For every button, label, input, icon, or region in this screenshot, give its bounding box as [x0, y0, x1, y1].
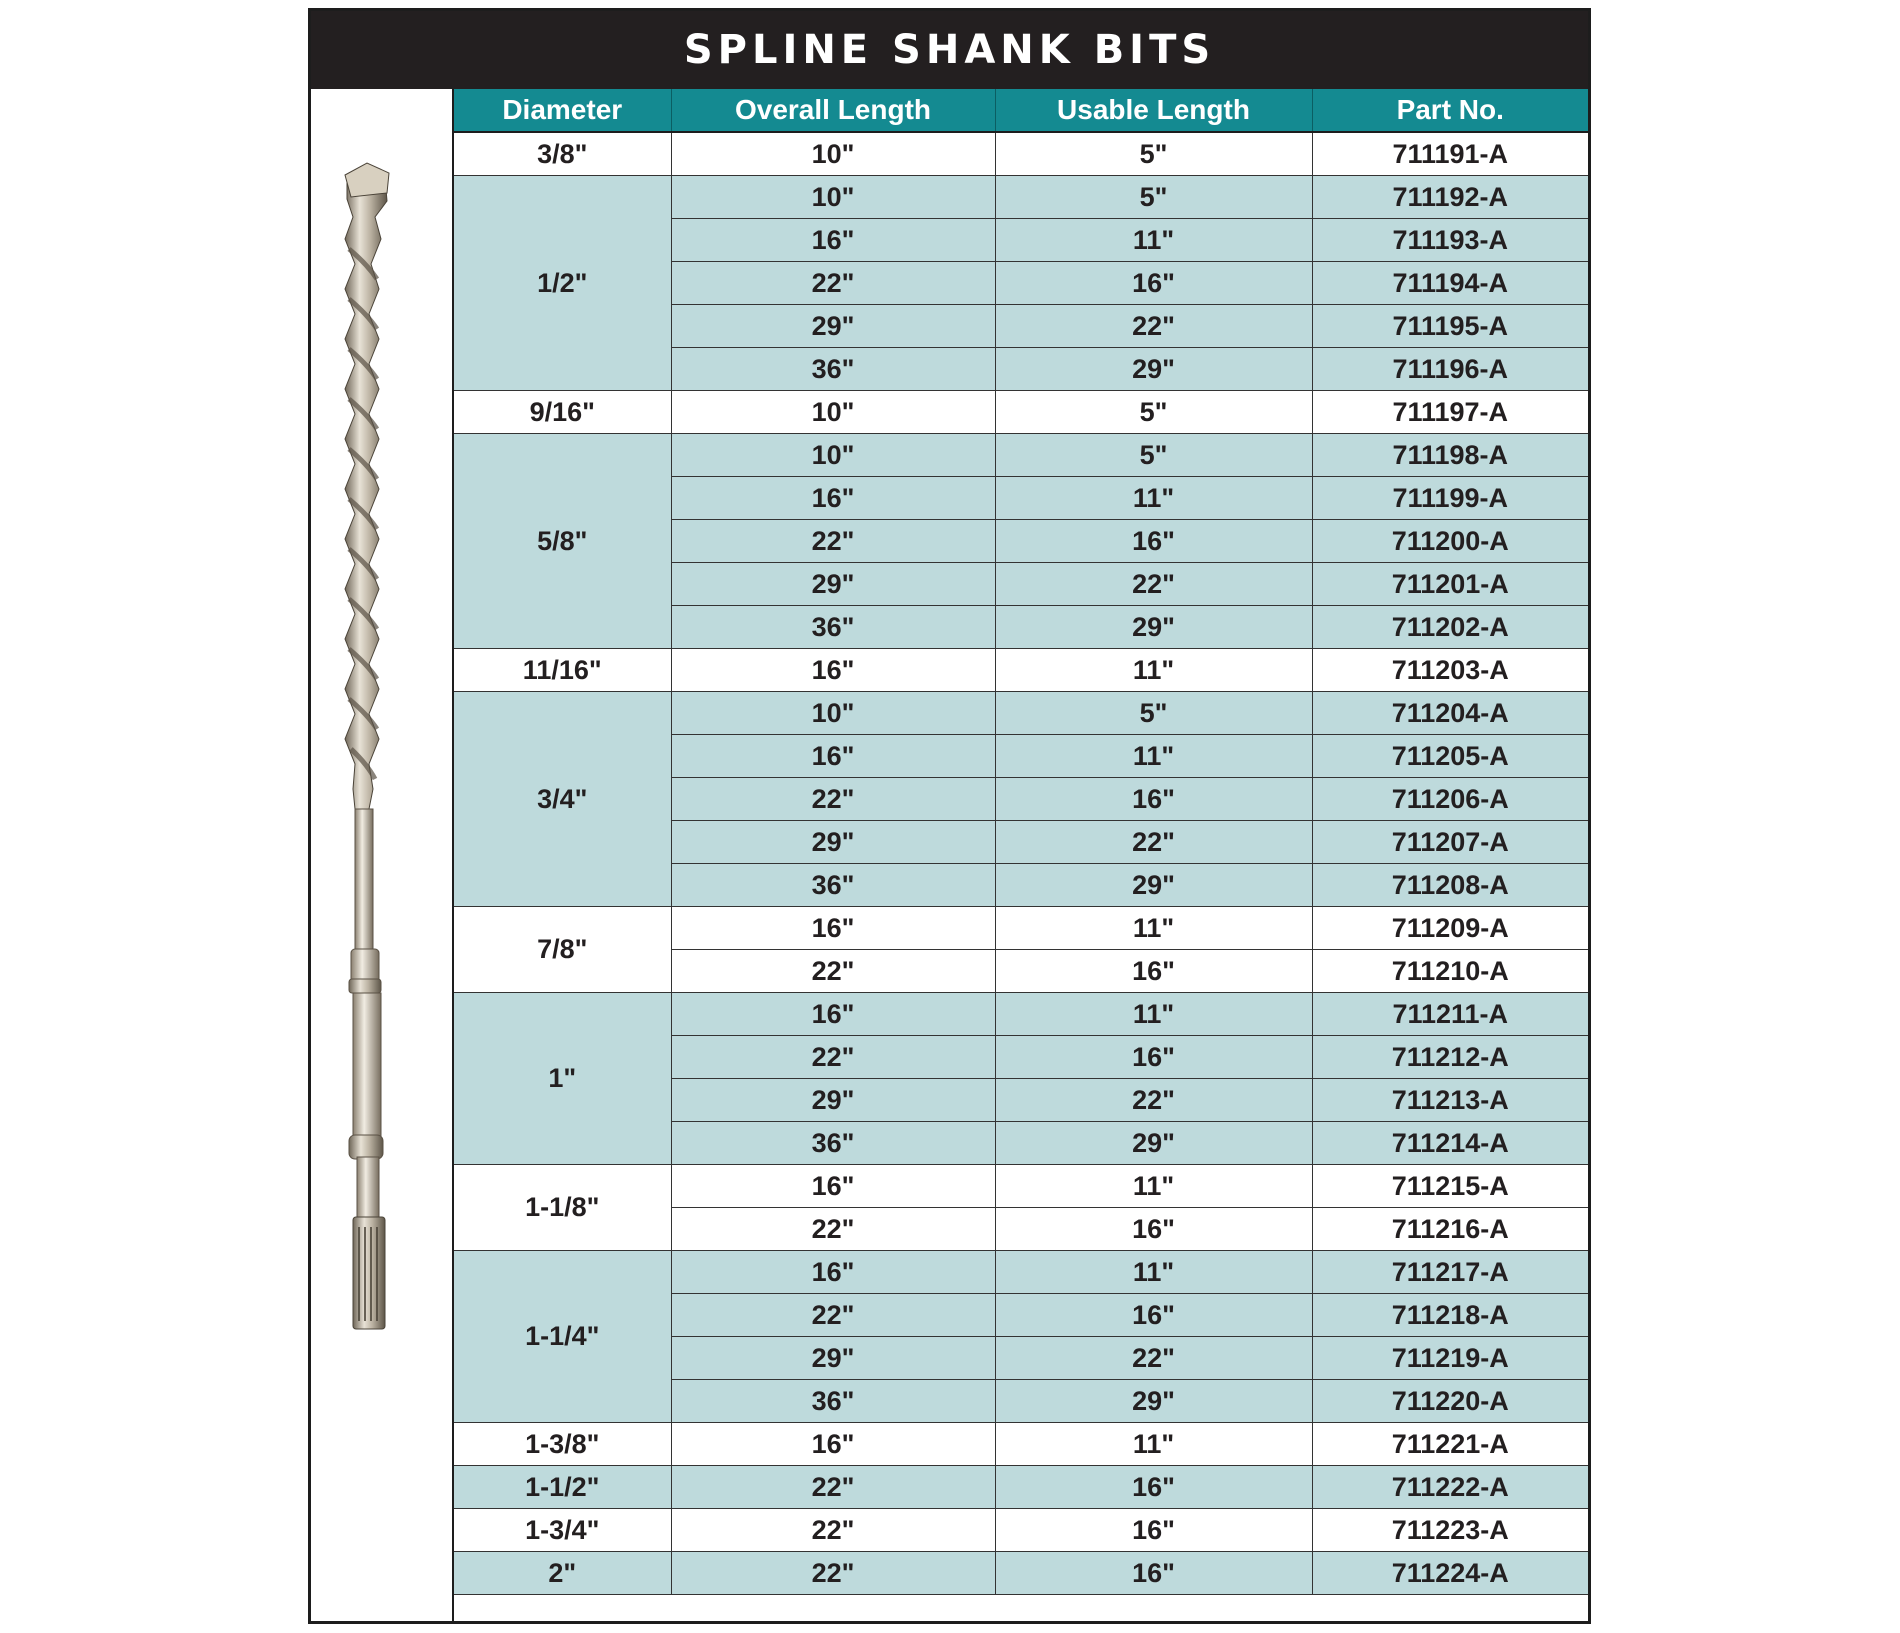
part-no-cell: 711211-A	[1312, 993, 1588, 1036]
overall-length-cell: 22"	[671, 1509, 995, 1552]
overall-length-cell: 22"	[671, 520, 995, 563]
overall-length-cell: 22"	[671, 1294, 995, 1337]
table-header-row	[454, 89, 1588, 132]
diameter-cell: 1-1/2"	[454, 1466, 671, 1509]
overall-length-cell: 10"	[671, 434, 995, 477]
usable-length-cell: 5"	[995, 391, 1312, 434]
part-no-cell: 711206-A	[1312, 778, 1588, 821]
table-row	[454, 1466, 1588, 1509]
diameter-cell: 1/2"	[454, 176, 671, 391]
diameter-cell: 1-1/4"	[454, 1251, 671, 1423]
usable-length-cell: 11"	[995, 993, 1312, 1036]
header-part-no: Part No.	[1312, 89, 1588, 132]
part-no-cell: 711201-A	[1312, 563, 1588, 606]
overall-length-cell: 16"	[671, 735, 995, 778]
usable-length-cell: 5"	[995, 434, 1312, 477]
usable-length-cell: 16"	[995, 1036, 1312, 1079]
usable-length-cell: 16"	[995, 1208, 1312, 1251]
overall-length-cell: 36"	[671, 348, 995, 391]
table-row	[454, 1552, 1588, 1595]
table-row	[454, 176, 1588, 219]
diameter-cell: 1-1/8"	[454, 1165, 671, 1251]
diameter-cell: 3/8"	[454, 132, 671, 176]
usable-length-cell: 16"	[995, 778, 1312, 821]
part-no-cell: 711223-A	[1312, 1509, 1588, 1552]
part-no-cell: 711200-A	[1312, 520, 1588, 563]
part-no-cell: 711217-A	[1312, 1251, 1588, 1294]
diameter-cell: 1-3/8"	[454, 1423, 671, 1466]
usable-length-cell: 16"	[995, 520, 1312, 563]
usable-length-cell: 29"	[995, 606, 1312, 649]
header-diameter: Diameter	[454, 89, 671, 132]
page-title: SPLINE SHANK BITS	[311, 11, 1588, 89]
overall-length-cell: 29"	[671, 305, 995, 348]
table-row	[454, 1251, 1588, 1294]
usable-length-cell: 11"	[995, 1423, 1312, 1466]
part-no-cell: 711198-A	[1312, 434, 1588, 477]
part-no-cell: 711215-A	[1312, 1165, 1588, 1208]
usable-length-cell: 22"	[995, 1079, 1312, 1122]
part-no-cell: 711193-A	[1312, 219, 1588, 262]
overall-length-cell: 29"	[671, 563, 995, 606]
part-no-cell: 711212-A	[1312, 1036, 1588, 1079]
spec-sheet	[308, 8, 1591, 1624]
usable-length-cell: 11"	[995, 735, 1312, 778]
diameter-cell: 11/16"	[454, 649, 671, 692]
table-row	[454, 907, 1588, 950]
overall-length-cell: 36"	[671, 1122, 995, 1165]
diameter-cell: 1"	[454, 993, 671, 1165]
part-no-cell: 711216-A	[1312, 1208, 1588, 1251]
table-row	[454, 132, 1588, 176]
overall-length-cell: 10"	[671, 176, 995, 219]
spec-table	[454, 89, 1588, 1595]
part-no-cell: 711197-A	[1312, 391, 1588, 434]
overall-length-cell: 22"	[671, 1036, 995, 1079]
overall-length-cell: 16"	[671, 1423, 995, 1466]
part-no-cell: 711202-A	[1312, 606, 1588, 649]
part-no-cell: 711213-A	[1312, 1079, 1588, 1122]
usable-length-cell: 11"	[995, 1165, 1312, 1208]
usable-length-cell: 16"	[995, 1509, 1312, 1552]
usable-length-cell: 11"	[995, 477, 1312, 520]
part-no-cell: 711196-A	[1312, 348, 1588, 391]
overall-length-cell: 22"	[671, 1552, 995, 1595]
overall-length-cell: 29"	[671, 1337, 995, 1380]
overall-length-cell: 36"	[671, 1380, 995, 1423]
overall-length-cell: 16"	[671, 907, 995, 950]
usable-length-cell: 11"	[995, 219, 1312, 262]
part-no-cell: 711220-A	[1312, 1380, 1588, 1423]
part-no-cell: 711203-A	[1312, 649, 1588, 692]
overall-length-cell: 10"	[671, 391, 995, 434]
part-no-cell: 711199-A	[1312, 477, 1588, 520]
part-no-cell: 711205-A	[1312, 735, 1588, 778]
overall-length-cell: 16"	[671, 1251, 995, 1294]
part-no-cell: 711222-A	[1312, 1466, 1588, 1509]
diameter-cell: 3/4"	[454, 692, 671, 907]
part-no-cell: 711210-A	[1312, 950, 1588, 993]
part-no-cell: 711221-A	[1312, 1423, 1588, 1466]
overall-length-cell: 10"	[671, 132, 995, 176]
header-usable-length: Usable Length	[995, 89, 1312, 132]
table-row	[454, 1509, 1588, 1552]
part-no-cell: 711194-A	[1312, 262, 1588, 305]
usable-length-cell: 29"	[995, 1122, 1312, 1165]
overall-length-cell: 22"	[671, 262, 995, 305]
overall-length-cell: 22"	[671, 778, 995, 821]
usable-length-cell: 29"	[995, 1380, 1312, 1423]
part-no-cell: 711219-A	[1312, 1337, 1588, 1380]
table-row	[454, 434, 1588, 477]
part-no-cell: 711218-A	[1312, 1294, 1588, 1337]
table-row	[454, 1165, 1588, 1208]
usable-length-cell: 16"	[995, 1294, 1312, 1337]
usable-length-cell: 22"	[995, 563, 1312, 606]
diameter-cell: 9/16"	[454, 391, 671, 434]
overall-length-cell: 29"	[671, 1079, 995, 1122]
usable-length-cell: 11"	[995, 649, 1312, 692]
usable-length-cell: 11"	[995, 1251, 1312, 1294]
table-row	[454, 993, 1588, 1036]
overall-length-cell: 36"	[671, 864, 995, 907]
usable-length-cell: 22"	[995, 821, 1312, 864]
diameter-cell: 1-3/4"	[454, 1509, 671, 1552]
usable-length-cell: 16"	[995, 1466, 1312, 1509]
overall-length-cell: 16"	[671, 477, 995, 520]
usable-length-cell: 5"	[995, 132, 1312, 176]
part-no-cell: 711192-A	[1312, 176, 1588, 219]
table-row	[454, 391, 1588, 434]
part-no-cell: 711204-A	[1312, 692, 1588, 735]
part-no-cell: 711191-A	[1312, 132, 1588, 176]
overall-length-cell: 16"	[671, 993, 995, 1036]
usable-length-cell: 5"	[995, 692, 1312, 735]
part-no-cell: 711207-A	[1312, 821, 1588, 864]
overall-length-cell: 22"	[671, 1466, 995, 1509]
diameter-cell: 2"	[454, 1552, 671, 1595]
diameter-cell: 7/8"	[454, 907, 671, 993]
usable-length-cell: 29"	[995, 864, 1312, 907]
drill-bit-image	[311, 89, 452, 1624]
table-body	[454, 132, 1588, 1595]
overall-length-cell: 22"	[671, 950, 995, 993]
overall-length-cell: 16"	[671, 649, 995, 692]
header-overall-length: Overall Length	[671, 89, 995, 132]
usable-length-cell: 16"	[995, 950, 1312, 993]
table-row	[454, 692, 1588, 735]
overall-length-cell: 22"	[671, 1208, 995, 1251]
overall-length-cell: 36"	[671, 606, 995, 649]
usable-length-cell: 29"	[995, 348, 1312, 391]
part-no-cell: 711214-A	[1312, 1122, 1588, 1165]
table-row	[454, 649, 1588, 692]
part-no-cell: 711209-A	[1312, 907, 1588, 950]
usable-length-cell: 22"	[995, 1337, 1312, 1380]
overall-length-cell: 16"	[671, 219, 995, 262]
product-image-panel	[311, 89, 454, 1621]
part-no-cell: 711224-A	[1312, 1552, 1588, 1595]
overall-length-cell: 29"	[671, 821, 995, 864]
part-no-cell: 711208-A	[1312, 864, 1588, 907]
table-row	[454, 1423, 1588, 1466]
overall-length-cell: 10"	[671, 692, 995, 735]
diameter-cell: 5/8"	[454, 434, 671, 649]
usable-length-cell: 11"	[995, 907, 1312, 950]
usable-length-cell: 5"	[995, 176, 1312, 219]
overall-length-cell: 16"	[671, 1165, 995, 1208]
usable-length-cell: 16"	[995, 262, 1312, 305]
usable-length-cell: 16"	[995, 1552, 1312, 1595]
usable-length-cell: 22"	[995, 305, 1312, 348]
part-no-cell: 711195-A	[1312, 305, 1588, 348]
